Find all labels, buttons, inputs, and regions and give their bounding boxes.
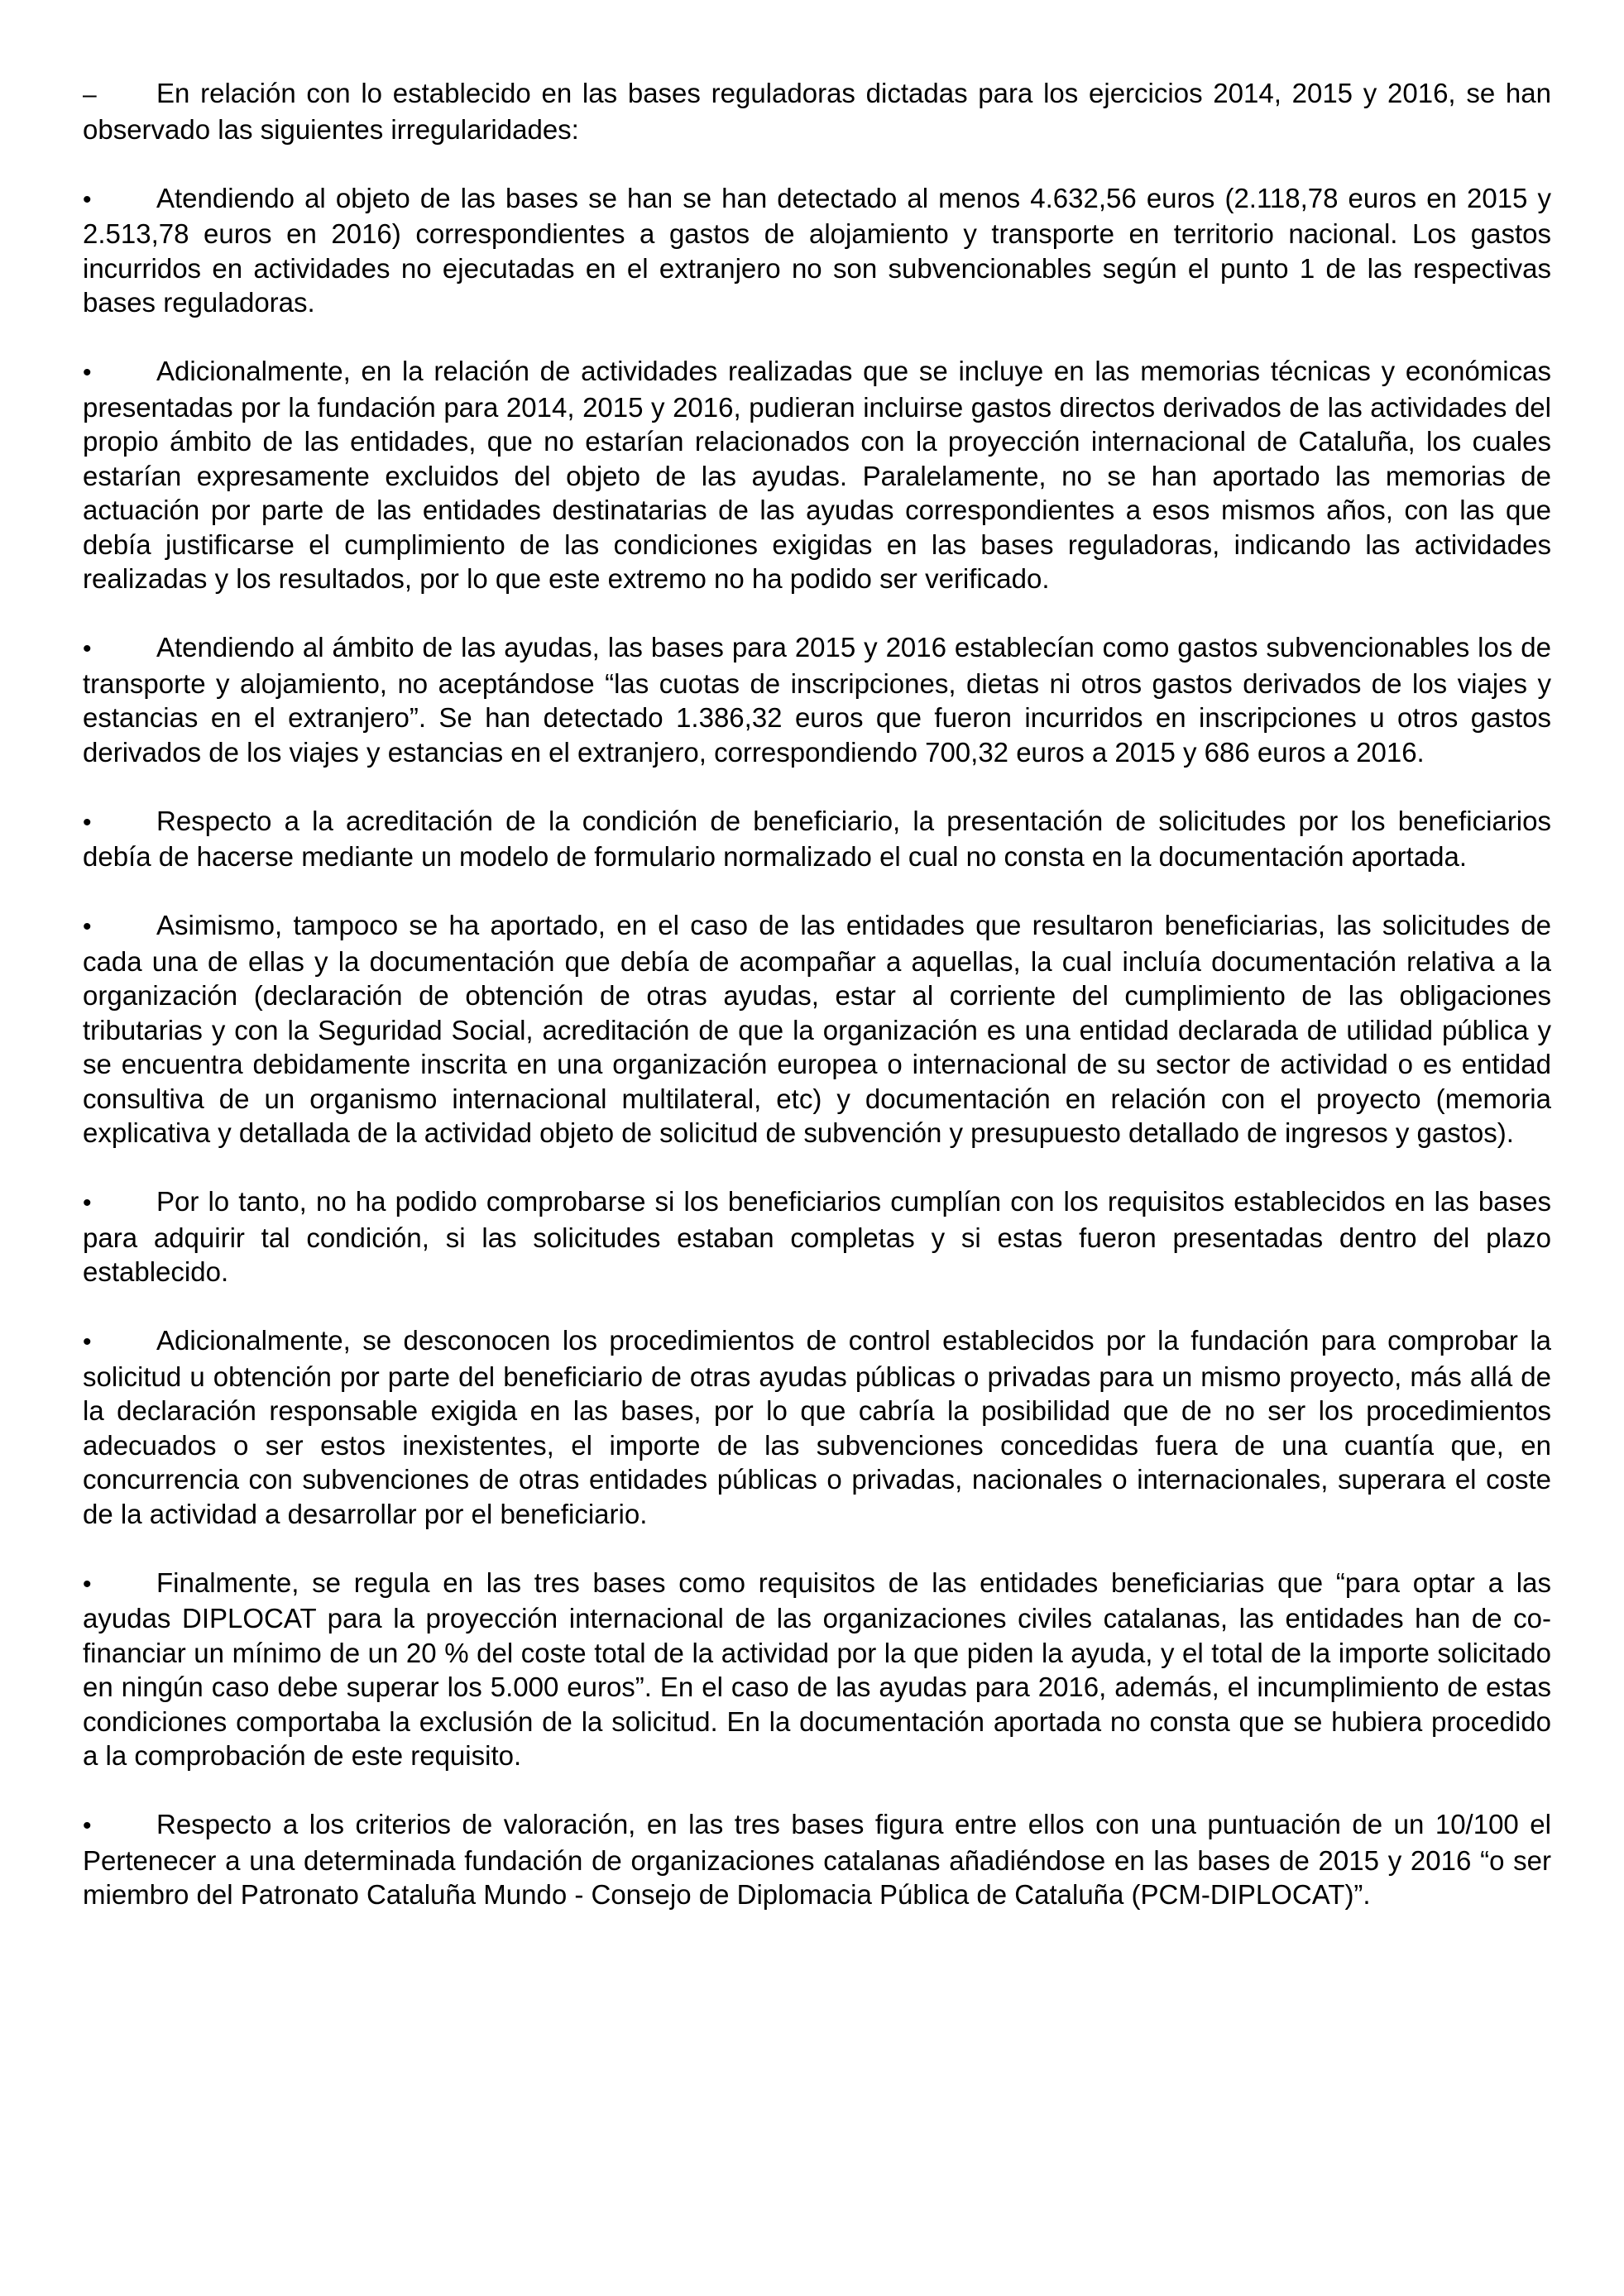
bullet-text: Adicionalmente, en la relación de actividades realizadas que se incluye en las memorias técnicas y económicas presentadas por la fundación para 2014, 2015 y 2016, pudieran incluirse gastos directos derivados de las actividades del propio ámbito de las entidades, que no estarían relacionados con la proyección internacional de Cataluña, los cuales estarían expresamente excluidos del objeto de las ayudas. Paralelamente, no se han aportado las memorias de actuación por parte de las entidades destinatarias de las ayudas correspondientes a esos mismos años, con las que debía justificarse el cumplimiento de las condiciones exigidas en las bases reguladoras, indicando las actividades realizadas y los resultados, por lo que este extremo no ha podido ser verificado.	[83, 356, 1551, 594]
bullet-paragraph	[83, 908, 1551, 1150]
bullet-paragraph	[83, 804, 1551, 874]
bullet-text: Por lo tanto, no ha podido comprobarse si los beneficiarios cumplían con los requisitos establecidos en las bases para adquirir tal condición, si las solicitudes estaban completas y si estas fueron presentadas dentro del plazo establecido.	[83, 1186, 1551, 1287]
intro-text: En relación con lo establecido en las bases reguladoras dictadas para los ejercicios 2014, 2015 y 2016, se han observado las siguientes irregularidades:	[83, 78, 1551, 145]
bullet-icon: •	[83, 359, 92, 386]
bullet-text: Atendiendo al objeto de las bases se han se han detectado al menos 4.632,56 euros (2.118,78 euros en 2015 y 2.513,78 euros en 2016) correspondientes a gastos de alojamiento y transporte en territorio nacional. Los gastos incurridos en actividades no ejecutadas en el extranjero no son subvencionables según el punto 1 de las respectivas bases reguladoras.	[83, 182, 1551, 318]
bullet-text: Asimismo, tampoco se ha aportado, en el caso de las entidades que resultaron beneficiarias, las solicitudes de cada una de ellas y la documentación que debía de acompañar a aquellas, la cual incluía documentación relativa a la organización (declaración de obtención de otras ayudas, estar al corriente del cumplimiento de las obligaciones tributarias y con la Seguridad Social, acreditación de que la organización es una entidad declarada de utilidad pública y se encuentra debidamente inscrita en una organización europea o internacional de su sector de actividad o es entidad consultiva de un organismo internacional multilateral, etc) y documentación en relación con el proyecto (memoria explicativa y detallada de la actividad objeto de solicitud de subvención y presupuesto detallado de ingresos y gastos).	[83, 910, 1551, 1148]
bullet-icon: •	[83, 1570, 92, 1598]
bullet-icon: •	[83, 1812, 92, 1839]
bullet-icon: •	[83, 635, 92, 662]
bullet-icon: •	[83, 913, 92, 940]
bullet-paragraph	[83, 630, 1551, 769]
bullet-icon: •	[83, 808, 92, 836]
bullet-text: Respecto a los criterios de valoración, en las tres bases figura entre ellos con una puntuación de un 10/100 el Pertenecer a una determinada fundación de organizaciones catalanas añadiéndose en las bases de 2015 y 2016 “o ser miembro del Patronato Cataluña Mundo - Consejo de Diplomacia Pública de Cataluña (PCM-DIPLOCAT)”.	[83, 1809, 1551, 1910]
bullet-paragraph	[83, 1323, 1551, 1531]
document-page	[83, 76, 1551, 1946]
bullet-paragraph	[83, 1807, 1551, 1912]
bullet-icon: •	[83, 1189, 92, 1217]
bullet-text: Adicionalmente, se desconocen los procedimientos de control establecidos por la fundación para comprobar la solicitud u obtención por parte del beneficiario de otras ayudas públicas o privadas para un mismo proyecto, más allá de la declaración responsable exigida en las bases, por lo que cabría la posibilidad que de no ser los procedimientos adecuados o ser estos inexistentes, el importe de las subvenciones concedidas fuera de una cuantía que, en concurrencia con subvenciones de otras entidades públicas o privadas, nacionales o internacionales, superara el coste de la actividad a desarrollar por el beneficiario.	[83, 1325, 1551, 1529]
bullet-text: Finalmente, se regula en las tres bases como requisitos de las entidades beneficiarias que “para optar a las ayudas DIPLOCAT para la proyección internacional de las organizaciones civiles catalanas, las entidades han de co-financiar un mínimo de un 20 % del coste total de la actividad por la que piden la ayuda, y el total de la importe solicitado en ningún caso debe superar los 5.000 euros”. En el caso de las ayudas para 2016, además, el incumplimiento de estas condiciones comportaba la exclusión de la solicitud. En la documentación aportada no consta que se hubiera procedido a la comprobación de este requisito.	[83, 1567, 1551, 1771]
bullet-icon: •	[83, 185, 92, 213]
bullet-text: Atendiendo al ámbito de las ayudas, las bases para 2015 y 2016 establecían como gastos subvencionables los de transporte y alojamiento, no aceptándose “las cuotas de inscripciones, dietas ni otros gastos derivados de los viajes y estancias en el extranjero”. Se han detectado 1.386,32 euros que fueron incurridos en inscripciones u otros gastos derivados de los viajes y estancias en el extranjero, correspondiendo 700,32 euros a 2015 y 686 euros a 2016.	[83, 632, 1551, 768]
bullet-paragraph	[83, 1566, 1551, 1773]
bullet-paragraph	[83, 354, 1551, 596]
bullet-paragraph	[83, 181, 1551, 320]
bullet-icon: •	[83, 1328, 92, 1356]
intro-paragraph	[83, 76, 1551, 146]
bullet-paragraph	[83, 1184, 1551, 1289]
dash-marker: –	[83, 81, 97, 108]
bullet-text: Respecto a la acreditación de la condición de beneficiario, la presentación de solicitudes por los beneficiarios debía de hacerse mediante un modelo de formulario normalizado el cual no consta en la documentación aportada.	[83, 805, 1551, 872]
